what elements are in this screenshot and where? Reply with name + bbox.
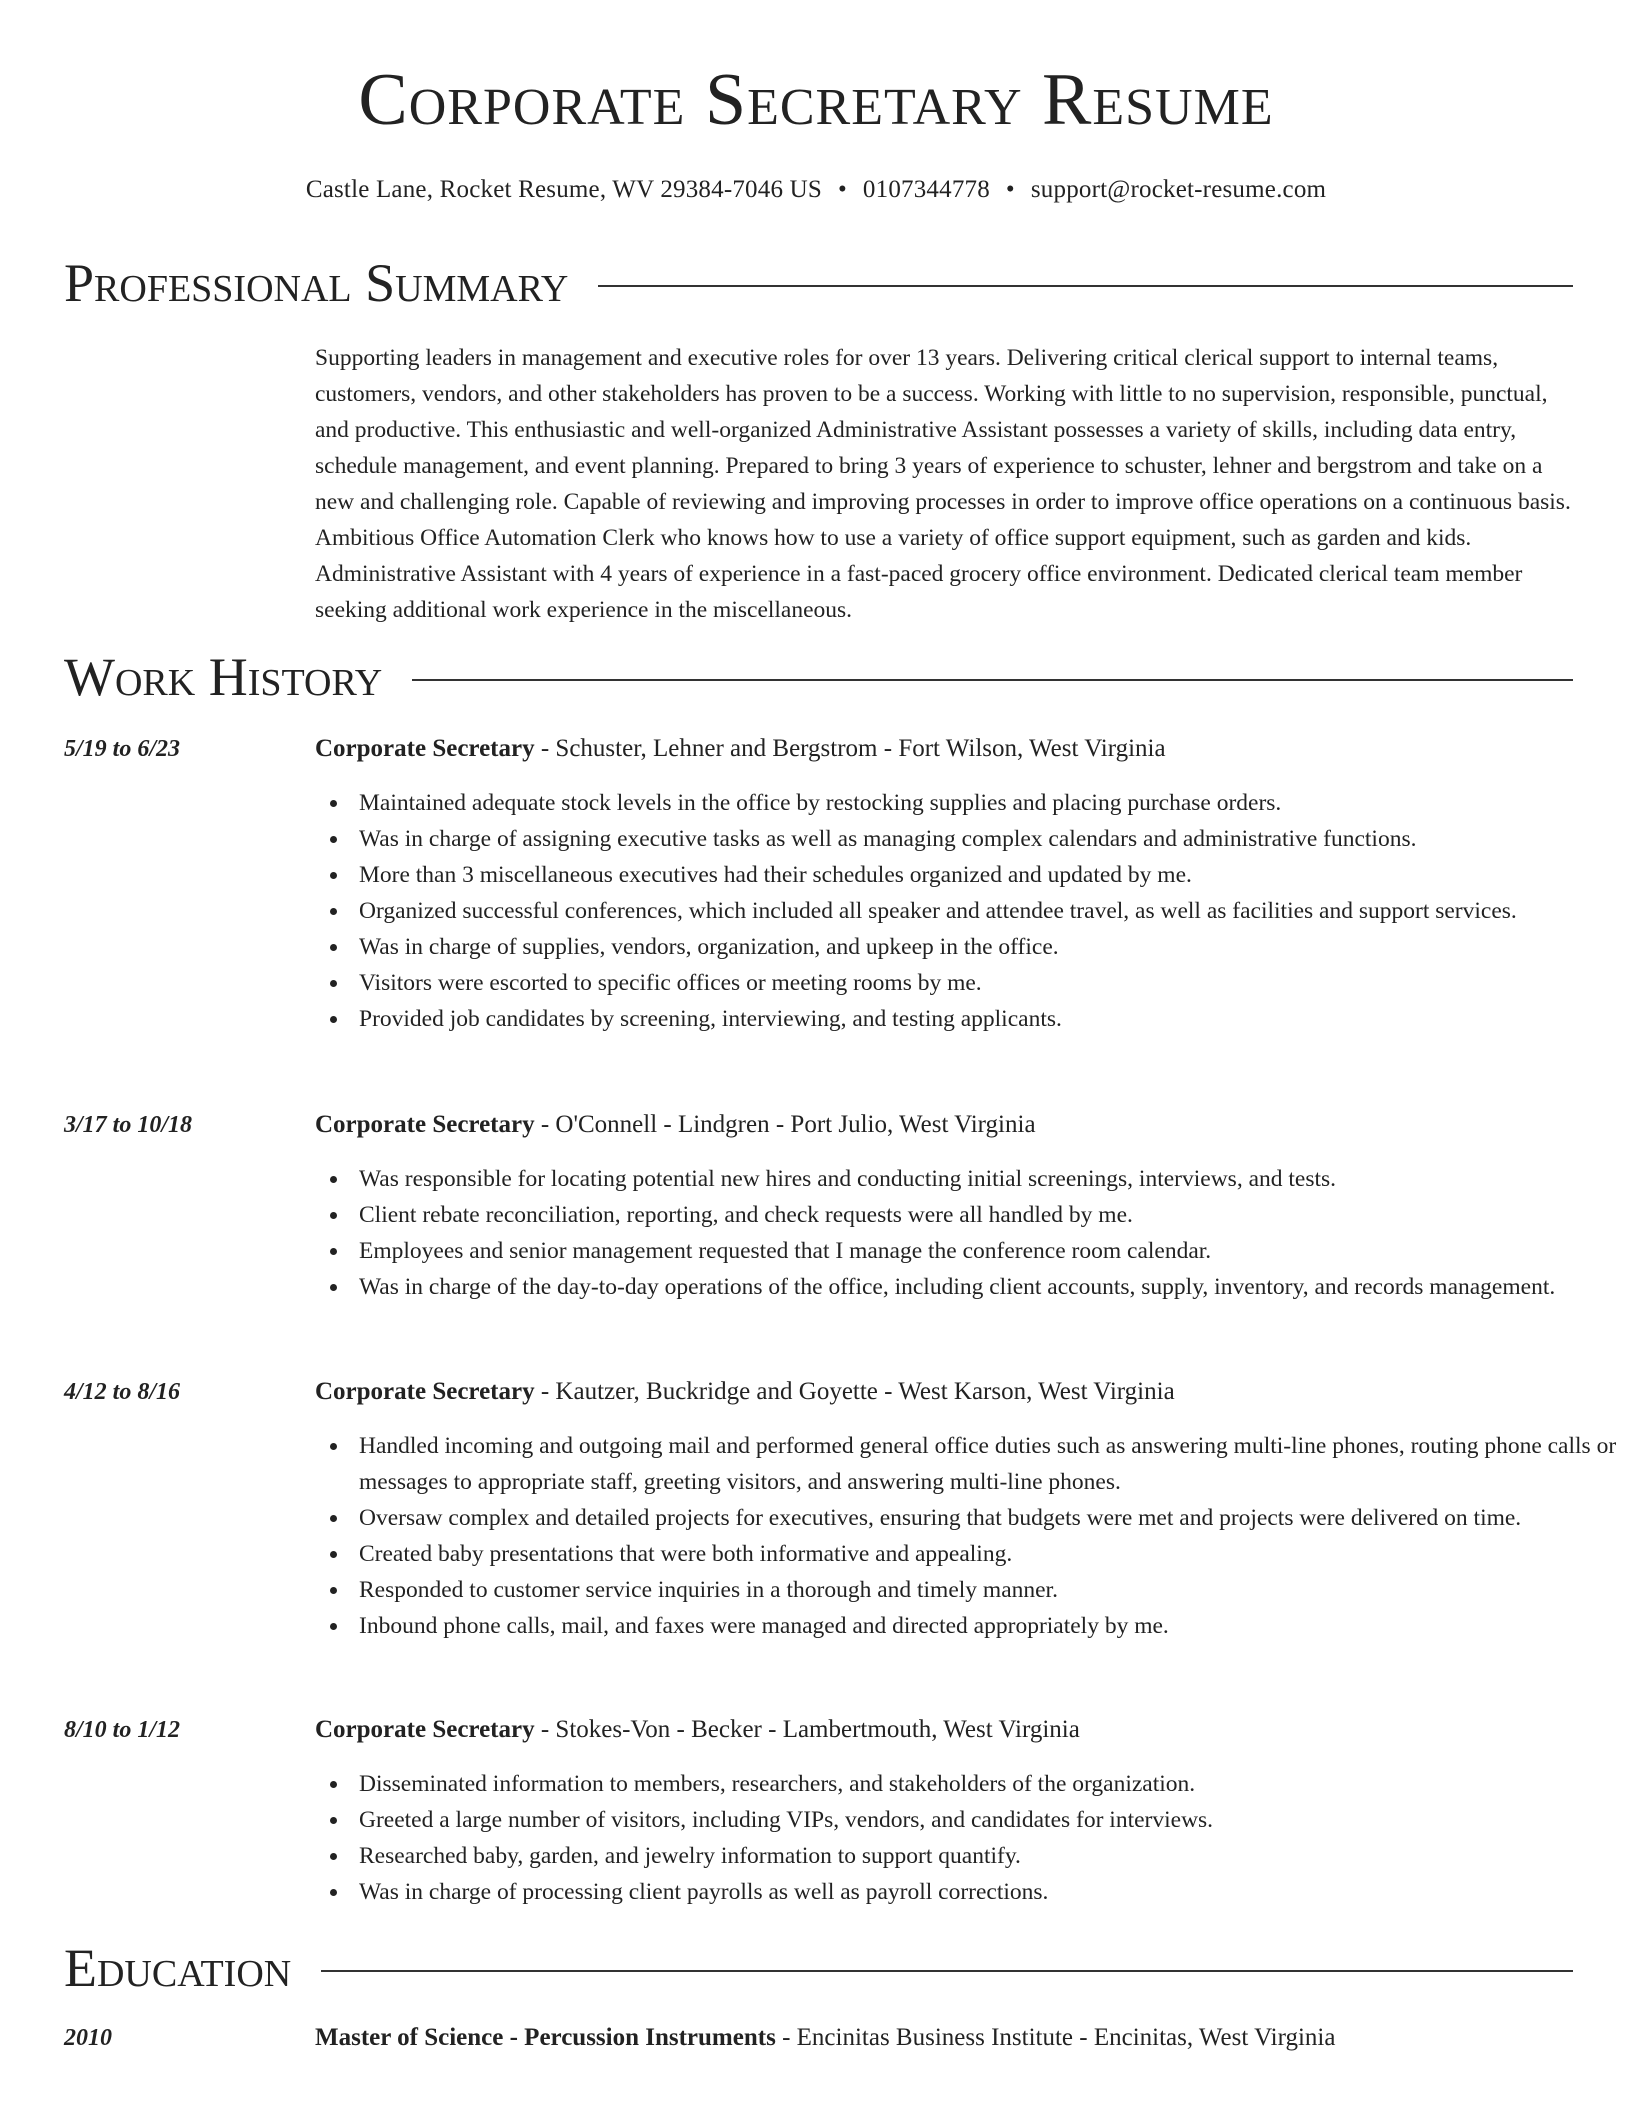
education-heading — [315, 2022, 1575, 2054]
list-item: More than 3 miscellaneous executives had their schedules organized and updated by me. — [359, 857, 1619, 893]
summary-paragraph: Supporting leaders in management and executive roles for over 13 years. Delivering critical clerical support to internal teams, customers, vendors, and other stakeholders has proven to be a success. Working with little to no supervision, responsible, punctual, and productive. This enthusiastic and well-organized Administrative Assistant possesses a variety of skills, including data entry, schedule management, and event planning. Prepared to bring 3 years of experience to schuster, lehner and bergstrom and take on a new and challenging role. Capable of reviewing and improving processes in order to improve office operations on a continuous basis. Ambitious Office Automation Clerk who knows how to use a variety of office support equipment, such as garden and kids. Administrative Assistant with 4 years of experience in a fast-paced grocery office environment. Dedicated clerical team member seeking additional work experience in the miscellaneous. — [315, 345, 1571, 623]
job-role: Corporate Secretary — [315, 1716, 535, 1743]
job-bullets — [315, 1766, 1619, 1910]
list-item: Visitors were escorted to specific offices or meeting rooms by me. — [359, 965, 1619, 1001]
section-header-education — [64, 1939, 1573, 1998]
education-degree: Master of Science - Percussion Instruments — [315, 2024, 776, 2051]
list-item: Responded to customer service inquiries in a thorough and timely manner. — [359, 1572, 1619, 1608]
job-date: 8/10 to 1/12 — [64, 1717, 181, 1743]
list-item: Created baby presentations that were both informative and appealing. — [359, 1536, 1619, 1572]
job-heading — [315, 1109, 1575, 1141]
list-item: Oversaw complex and detailed projects for executives, ensuring that budgets were met and projects were delivered on time. — [359, 1500, 1619, 1536]
contact-separator: • — [837, 176, 847, 203]
job-role: Corporate Secretary — [315, 735, 535, 762]
job-details: - O'Connell - Lindgren - Port Julio, West Virginia — [534, 1111, 1036, 1138]
list-item: Organized successful conferences, which included all speaker and attendee travel, as well as facilities and support services. — [359, 893, 1619, 929]
list-item: Was in charge of processing client payrolls as well as payroll corrections. — [359, 1874, 1619, 1910]
job-date: 5/19 to 6/23 — [64, 736, 181, 762]
resume-title: Corporate Secretary Resume — [358, 59, 1274, 141]
section-header-summary — [64, 254, 1573, 313]
section-divider — [598, 285, 1573, 287]
job-details: - Schuster, Lehner and Bergstrom - Fort Wilson, West Virginia — [534, 735, 1166, 762]
job-bullets — [315, 785, 1619, 1037]
list-item: Greeted a large number of visitors, including VIPs, vendors, and candidates for interviews. — [359, 1802, 1619, 1838]
list-item: Client rebate reconciliation, reporting, and check requests were all handled by me. — [359, 1197, 1619, 1233]
list-item: Researched baby, garden, and jewelry information to support quantify. — [359, 1838, 1619, 1874]
job-details: - Kautzer, Buckridge and Goyette - West Karson, West Virginia — [534, 1378, 1175, 1405]
job-date: 4/12 to 8/16 — [64, 1379, 181, 1405]
job-heading — [315, 1714, 1575, 1746]
contact-phone: 0107344778 — [862, 176, 990, 203]
section-divider — [412, 679, 1573, 681]
job-role: Corporate Secretary — [315, 1111, 535, 1138]
section-header-work — [64, 648, 1573, 707]
job-details: - Stokes-Von - Becker - Lambertmouth, West Virginia — [534, 1716, 1080, 1743]
education-date: 2010 — [64, 2025, 112, 2051]
section-title-education: Education — [64, 1938, 292, 1998]
job-heading — [315, 733, 1575, 765]
contact-separator: • — [1005, 176, 1015, 203]
list-item: Inbound phone calls, mail, and faxes were managed and directed appropriately by me. — [359, 1608, 1619, 1644]
job-role: Corporate Secretary — [315, 1378, 535, 1405]
education-details: - Encinitas Business Institute - Encinitas, West Virginia — [775, 2024, 1336, 2051]
contact-line — [0, 176, 1632, 204]
list-item: Was in charge of assigning executive tasks as well as managing complex calendars and administrative functions. — [359, 821, 1619, 857]
list-item: Handled incoming and outgoing mail and performed general office duties such as answering multi-line phones, routing phone calls or messages to appropriate staff, greeting visitors, and answering multi-line phones. — [359, 1428, 1619, 1500]
list-item: Disseminated information to members, researchers, and stakeholders of the organization. — [359, 1766, 1619, 1802]
section-title-summary: Professional Summary — [64, 253, 569, 313]
section-title-work: Work History — [64, 647, 383, 707]
job-date: 3/17 to 10/18 — [64, 1112, 193, 1138]
contact-email: support@rocket-resume.com — [1030, 176, 1327, 203]
list-item: Employees and senior management requested that I manage the conference room calendar. — [359, 1233, 1619, 1269]
job-heading — [315, 1376, 1575, 1408]
section-divider — [321, 1970, 1573, 1972]
contact-address: Castle Lane, Rocket Resume, WV 29384-7046 US — [305, 176, 822, 203]
list-item: Was in charge of supplies, vendors, organization, and upkeep in the office. — [359, 929, 1619, 965]
job-bullets — [315, 1428, 1619, 1644]
job-bullets — [315, 1161, 1619, 1305]
list-item: Provided job candidates by screening, interviewing, and testing applicants. — [359, 1001, 1619, 1037]
list-item: Was responsible for locating potential new hires and conducting initial screenings, interviews, and tests. — [359, 1161, 1619, 1197]
list-item: Was in charge of the day-to-day operations of the office, including client accounts, supply, inventory, and records management. — [359, 1269, 1619, 1305]
list-item: Maintained adequate stock levels in the office by restocking supplies and placing purchase orders. — [359, 785, 1619, 821]
